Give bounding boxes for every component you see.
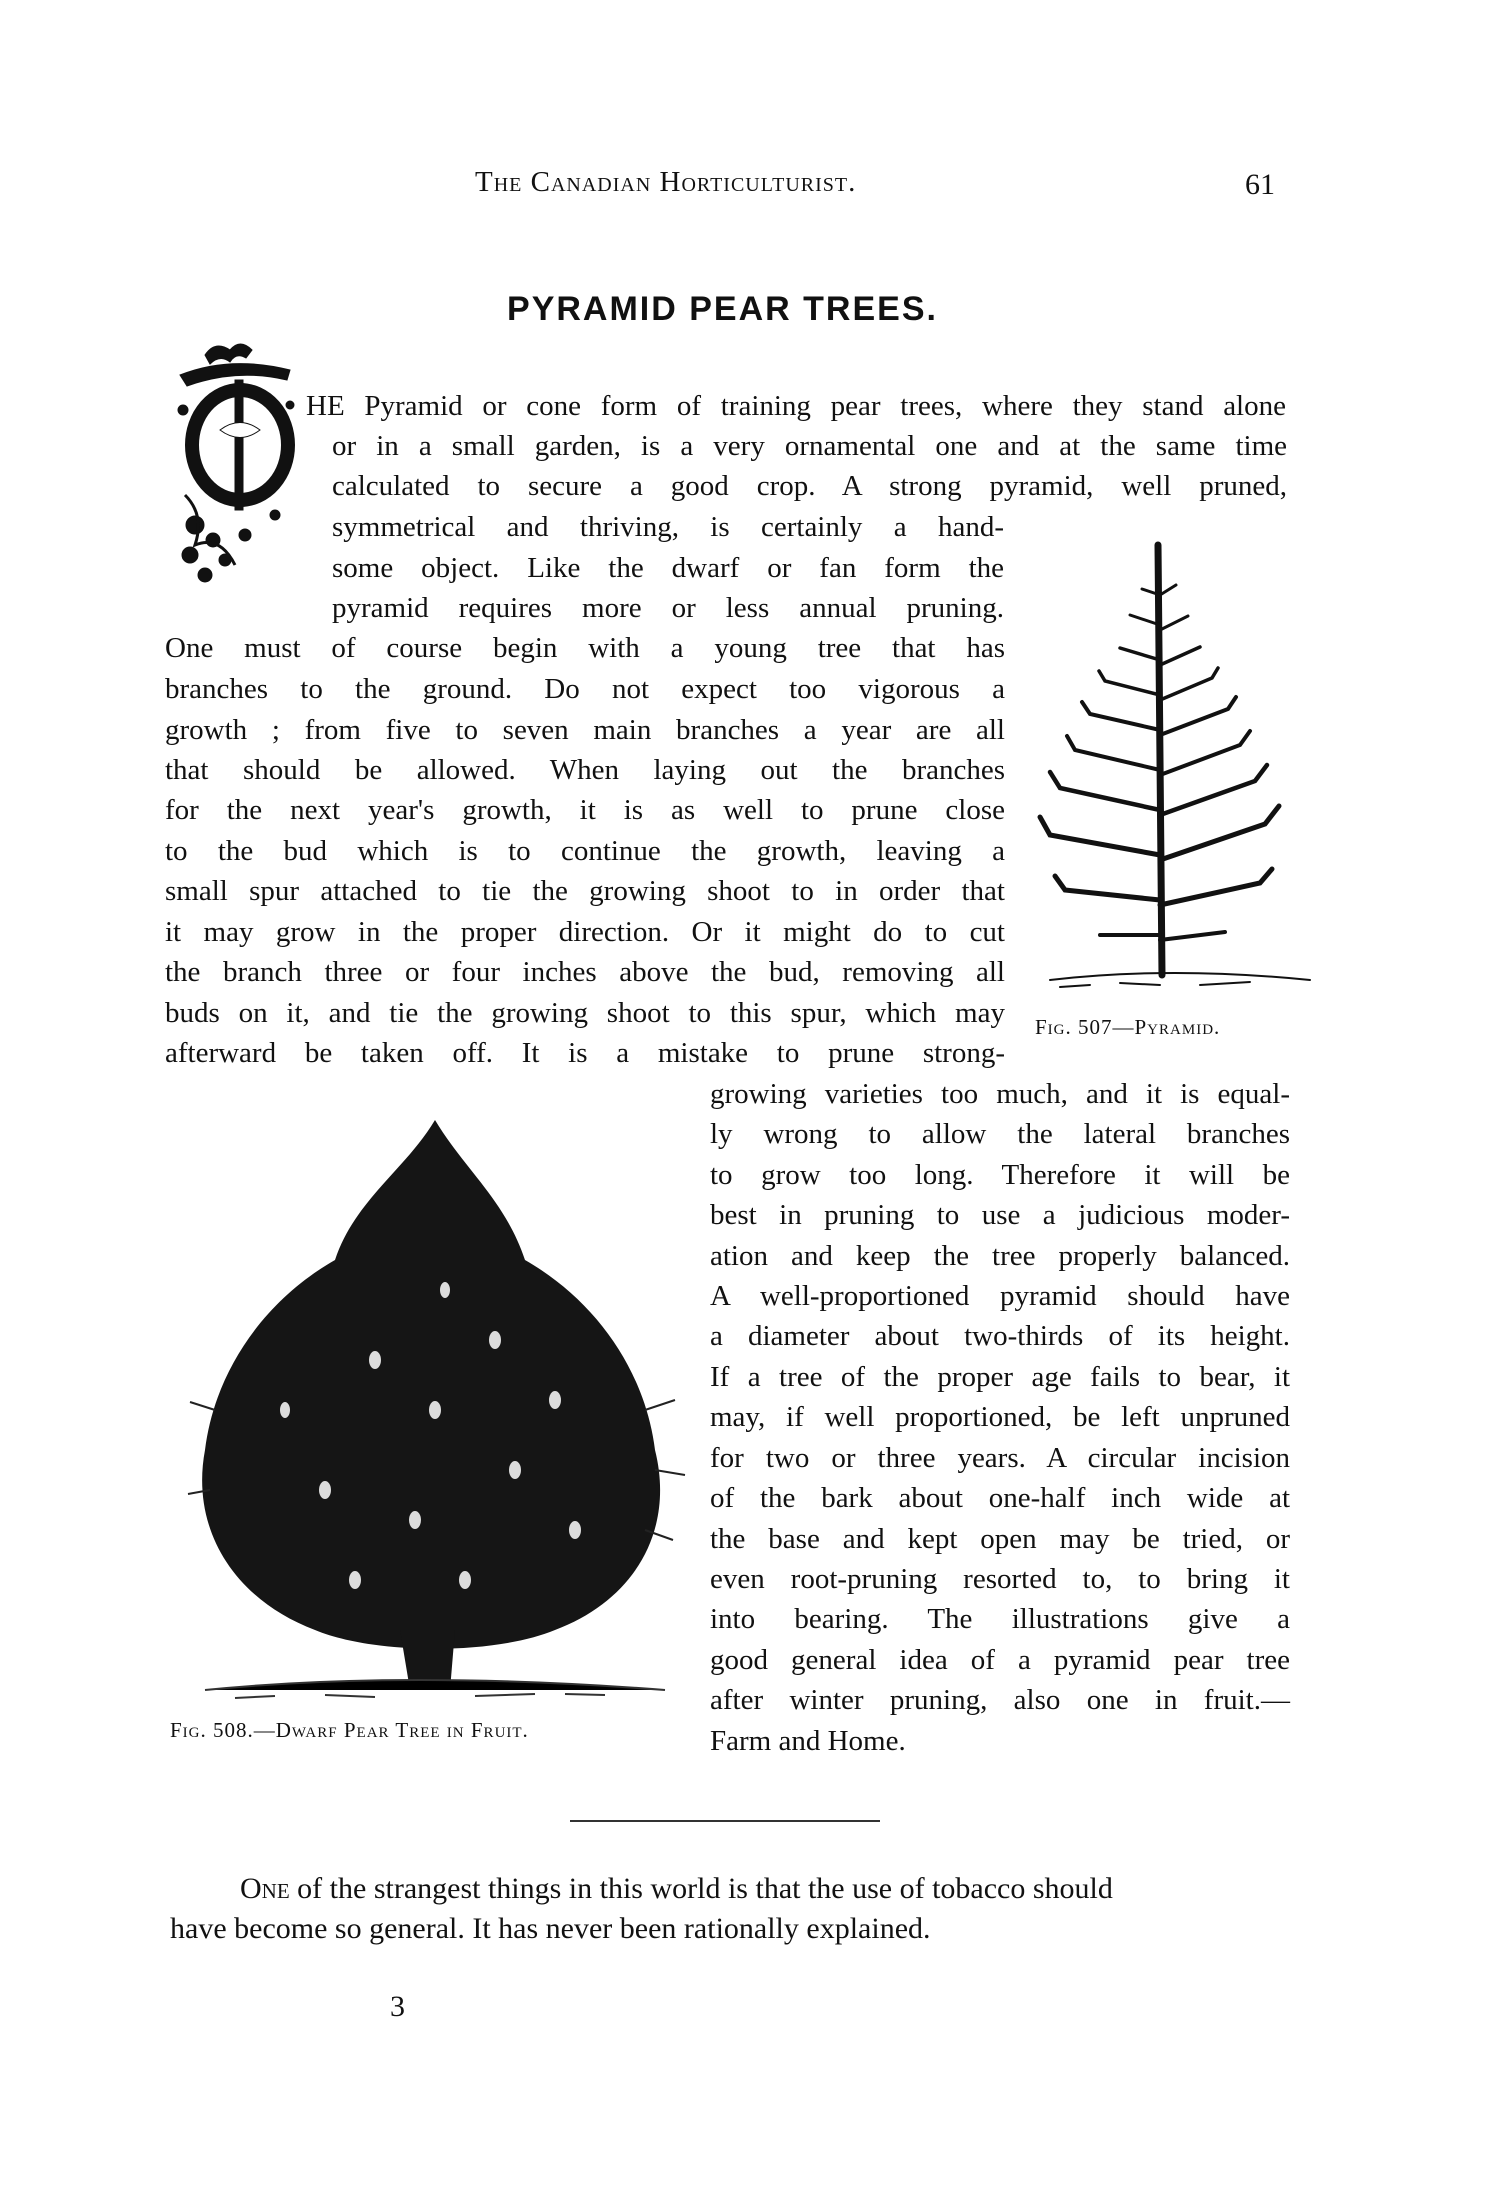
body-line: growth ; from five to seven main branches a year are all	[165, 714, 1005, 746]
body-line: symmetrical and thriving, is certainly a hand-	[332, 511, 1004, 543]
body-line: for the next year's growth, it is as well to prune close	[165, 794, 1005, 826]
body-line: buds on it, and tie the growing shoot to this spur, which may	[165, 997, 1005, 1029]
body-line: that should be allowed. When laying out the branches	[165, 754, 1005, 786]
body-line: the branch three or four inches above the bud, removing all	[165, 956, 1005, 988]
running-head	[0, 160, 1505, 210]
body-line: or in a small garden, is a very ornamental one and at the same time	[332, 430, 1287, 462]
body-line: pyramid requires more or less annual pruning.	[332, 592, 1004, 624]
footnote-text: of the strangest things in this world is that the use of tobacco should	[289, 1872, 1113, 1905]
decorative-initial-t	[165, 335, 305, 585]
body-line: a diameter about two-thirds of its height.	[710, 1320, 1290, 1352]
body-line: may, if well proportioned, be left unpruned	[710, 1401, 1290, 1433]
section-divider	[570, 1820, 880, 1822]
body-line: some object. Like the dwarf or fan form the	[332, 552, 1004, 584]
figure-507-caption: Fig. 507—Pyramid.	[1035, 1015, 1221, 1039]
body-line: afterward be taken off. It is a mistake to prune strong-	[165, 1037, 1005, 1069]
body-line: for two or three years. A circular incision	[710, 1442, 1290, 1474]
body-line: even root-pruning resorted to, to bring it	[710, 1563, 1290, 1595]
dwarf-pear-tree-illustration	[175, 1110, 695, 1710]
body-line: growing varieties too much, and it is equal-	[710, 1078, 1290, 1110]
body-line: ly wrong to allow the lateral branches	[710, 1118, 1290, 1150]
footnote-lead: One	[240, 1872, 290, 1905]
body-line: after winter pruning, also one in fruit.—	[710, 1684, 1290, 1716]
body-line: best in pruning to use a judicious moder-	[710, 1199, 1290, 1231]
body-line: to the bud which is to continue the growth, leaving a	[165, 835, 1005, 867]
footnote-line-2: have become so general. It has never been rationally explained.	[170, 1912, 931, 1945]
article-title: PYRAMID PEAR TREES.	[507, 290, 938, 328]
body-line: ation and keep the tree properly balanced.	[710, 1240, 1290, 1272]
body-line: If a tree of the proper age fails to bear, it	[710, 1361, 1290, 1393]
body-line: HE Pyramid or cone form of training pear trees, where they stand alone	[306, 390, 1286, 422]
body-line: branches to the ground. Do not expect too vigorous a	[165, 673, 1005, 705]
body-line: A well-proportioned pyramid should have	[710, 1280, 1290, 1312]
footnote-line-1	[240, 1870, 1113, 1908]
body-line: good general idea of a pyramid pear tree	[710, 1644, 1290, 1676]
body-line: the base and kept open may be tried, or	[710, 1523, 1290, 1555]
body-line: into bearing. The illustrations give a	[710, 1603, 1290, 1635]
body-line: of the bark about one-half inch wide at	[710, 1482, 1290, 1514]
signature-mark: 3	[390, 1990, 405, 2023]
body-line: calculated to secure a good crop. A strong pyramid, well pruned,	[332, 470, 1287, 502]
body-line: Farm and Home.	[710, 1725, 906, 1757]
body-line: small spur attached to tie the growing shoot to in order that	[165, 875, 1005, 907]
running-title: The Canadian Horticulturist.	[475, 166, 857, 198]
body-line: it may grow in the proper direction. Or it might do to cut	[165, 916, 1005, 948]
page-number: 61	[1245, 168, 1275, 201]
body-line: to grow too long. Therefore it will be	[710, 1159, 1290, 1191]
figure-508-caption: Fig. 508.—Dwarf Pear Tree in Fruit.	[170, 1718, 529, 1742]
pyramid-pear-tree-illustration	[1030, 535, 1320, 995]
body-line: One must of course begin with a young tree that has	[165, 632, 1005, 664]
